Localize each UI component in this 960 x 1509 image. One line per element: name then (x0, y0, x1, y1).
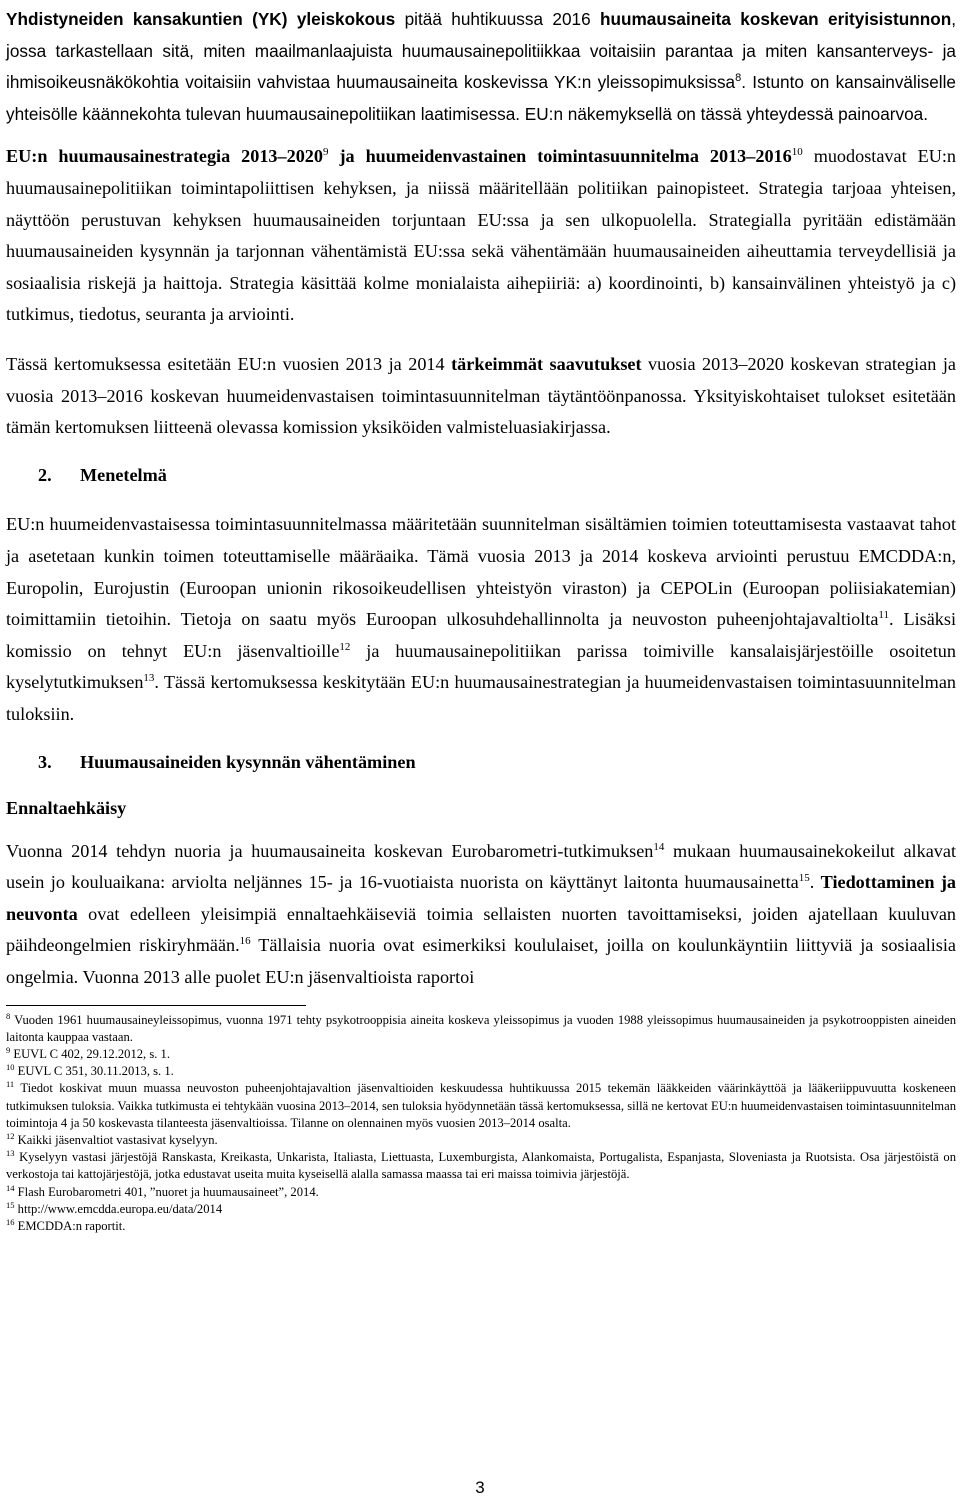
subheading-prevention: Ennaltaehkäisy (6, 798, 127, 819)
footnote-text: EMCDDA:n raportit. (14, 1219, 126, 1234)
footnote-text: Flash Eurobarometri 401, ”nuoret ja huumausaineet”, 2014. (14, 1184, 319, 1199)
footnotes (6, 1012, 956, 1236)
footnote-8 (6, 1012, 956, 1046)
report-text-1: Tässä kertomuksessa esitetään EU:n vuosien 2013 ja 2014 (6, 353, 452, 374)
section-2-text-2: . Lisäksi komissio on tehnyt EU:n jäsenvaltioille (6, 609, 957, 661)
intro-bold-1: Yhdistyneiden kansakuntien (YK) yleiskokous (6, 9, 396, 29)
footnote-number: 13 (6, 1148, 15, 1159)
footnote-number: 16 (6, 1217, 15, 1228)
footnote-9 (6, 1046, 956, 1063)
strategy-text-2: Strategia tarjoaa yhteisen, näyttöön perustuvan kehyksen huumausaineiden torjuntaan EU:ssa ja sen ulkopuolella. Strategialla pyritään edistämään huumausaineiden kysynnän ja tarjonnan vähentämistä EU:ssa sekä vähentämään huumausaineiden aiheuttamia terveydellisiä ja sosiaalisia riskejä ja haittoja. Strategia käsittää kolme monialaista aihepiiriä: a) koordinointi, b) kansainvälinen yhteistyö ja c) tutkimus, tiedotus, seuranta ja arviointi. (6, 177, 956, 325)
footnote-number: 10 (6, 1062, 15, 1073)
document-page (6, 4, 956, 1235)
section-2-title: Menetelmä (80, 464, 167, 485)
footnote-ref-15[interactable]: 15 (798, 872, 810, 885)
footnote-ref-14[interactable]: 14 (653, 840, 665, 853)
footnote-number: 12 (6, 1131, 15, 1142)
footnote-12 (6, 1132, 956, 1149)
section-3-text-2: mukaan huumausainekokeilut alkavat usein jo kouluaikana: arviolta neljännes 15- ja 16-vuotiaista nuorista on käyttänyt laitonta huumausainetta (6, 840, 957, 893)
footnote-14 (6, 1184, 956, 1201)
footnote-ref-9[interactable]: 9 (323, 146, 329, 159)
page-number: 3 (475, 1478, 485, 1497)
footnote-divider (6, 1005, 306, 1006)
footnote-ref-13[interactable]: 13 (143, 672, 155, 685)
section-2-text-3: ja huumausainepolitiikan parissa toimiville kansalaisjärjestöille osoitetun kyselytutkimuksen (6, 640, 956, 693)
footnote-number: 15 (6, 1199, 15, 1210)
footnote-13 (6, 1149, 956, 1183)
footnote-ref-8[interactable]: 8 (735, 72, 742, 85)
footnote-ref-16[interactable]: 16 (239, 935, 251, 948)
intro-bold-2: huumausaineita koskevan erityisistunnon (600, 9, 952, 29)
intro-paragraph (6, 4, 956, 130)
section-3-text-1: Vuonna 2014 tehdyn nuoria ja huumausaineita koskevan Eurobarometri-tutkimuksen (6, 840, 654, 861)
section-2-paragraph (6, 509, 956, 730)
footnote-text: EUVL C 402, 29.12.2012, s. 1. (10, 1047, 171, 1062)
section-3-bold: Tiedottaminen ja neuvonta (6, 872, 957, 924)
section-3-text-4: ovat edelleen yleisimpiä ennaltaehkäiseviä toimia sellaisten nuorten tavoittamiseksi, joiden ajatellaan kuuluvan päihdeongelmien riskiryhmään. (6, 903, 956, 956)
section-3-text-3: . (809, 872, 821, 893)
footnote-text: Tiedot koskivat muun muassa neuvoston puheenjohtajavaltion jäsenvaltioiden keskuudessa huhtikuussa 2015 tekemän lääkkeiden väärinkäyttöä ja lääkeriippuvuutta koskeneen tutkimuksen tuloksia. Vaikka tutkimusta ei tehtykään vuosina 2013–2014, sen tuloksia hyödynnetään tässä kertomuksessa, sillä ne kertovat EU:n huumeidenvastaisen toimintasuunnitelman toimintoja 4 ja 50 koskevasta tilanteesta jäsenvaltioissa. Tilanne on olennainen myös vuosien 2013–2014 osalta. (6, 1081, 956, 1130)
strategy-paragraph (6, 141, 956, 331)
footnote-number: 14 (6, 1182, 15, 1193)
section-2-number: 2. (38, 464, 52, 485)
report-bold: tärkeimmät saavutukset (451, 353, 642, 374)
report-paragraph (6, 349, 956, 444)
footnote-text: Vuoden 1961 huumausaineyleissopimus, vuonna 1971 tehty psykotrooppisia aineita koskeva yleissopimus ja vuoden 1988 yleissopimus huumausaineiden ja psykotrooppisten aineiden laitonta kauppaa vastaan. (6, 1012, 956, 1044)
footnote-ref-11[interactable]: 11 (878, 609, 890, 622)
footnote-number: 8 (6, 1010, 11, 1021)
footnote-11 (6, 1080, 956, 1132)
section-3-number: 3. (38, 752, 52, 773)
intro-text-2: , jossa tarkastellaan sitä, miten maailmanlaajuista huumausainepolitiikkaa voitaisiin parantaa ja miten kansanterveys- ja ihmisoikeusnäkökohtia voitaisiin vahvistaa huumausaineita koskevissa YK:n yleissopimuksissa (6, 9, 956, 93)
footnote-10 (6, 1063, 956, 1080)
section-3-heading (6, 747, 956, 779)
footnote-ref-12[interactable]: 12 (339, 640, 351, 653)
footnote-16 (6, 1218, 956, 1235)
footnote-text: Kyselyyn vastasi järjestöjä Ranskasta, Kreikasta, Unkarista, Italiasta, Liettuasta, Luxemburgista, Alankomaista, Portugalista, Espanjasta, Sloveniasta ja Ruotsista. Osa järjestöistä on verkostoja tai kattojärjestöjä, jotka edustavat useita muita kyseisellä alalla samassa maassa tai eri maissa toimivia järjestöjä. (6, 1150, 956, 1182)
footnote-link[interactable]: http://www.emcdda.europa.eu/data/2014 (14, 1201, 223, 1216)
section-2-text-4: . Tässä kertomuksessa keskitytään EU:n huumausainestrategian ja huumeidenvastaisen toimintasuunnitelman tuloksiin. (6, 672, 956, 724)
intro-text-3: . Istunto on kansainväliselle yhteisölle käännekohta tulevan huumausainepolitiikan laatimisessa. EU:n näkemyksellä on tässä yhteydessä painoarvoa. (6, 72, 956, 124)
footnote-ref-10[interactable]: 10 (791, 146, 803, 159)
strategy-bold-2: ja huumeidenvastainen toimintasuunnitelma 2013–2016 (328, 146, 792, 167)
section-2-text-1: EU:n huumeidenvastaisessa toimintasuunnitelmassa määritetään suunnitelman sisältämien toimien toteuttamisesta vastaavat tahot ja asetetaan kunkin toimen toteuttamiselle määräaika. Tämä vuosia 2013 ja 2014 koskeva arviointi perustuu EMCDDA:n, Europolin, Eurojustin (Euroopan unionin rikosoikeudellisen yhteistyön viraston) ja CEPOLin (Euroopan poliisiakatemian) toimittamiin tietoihin. Tietoja on saatu myös Euroopan ulkosuhdehallinnolta ja neuvoston puheenjohtajavaltiolta (6, 514, 956, 630)
report-text-2: vuosia 2013–2020 koskevan strategian ja vuosia 2013–2016 koskevan huumeidenvastaisen toimintasuunnitelman täytäntöönpanossa. Yksityiskohtaiset tulokset esitetään tämän kertomuksen liitteenä olevassa komission yksiköiden valmisteluasiakirjassa. (6, 353, 956, 438)
footnote-number: 9 (6, 1045, 11, 1056)
intro-text-1: pitää huhtikuussa 2016 (395, 9, 601, 29)
strategy-bold-1: EU:n huumausainestrategia 2013–2020 (6, 146, 323, 167)
footnote-text: EUVL C 351, 30.11.2013, s. 1. (14, 1064, 174, 1079)
footnote-15 (6, 1201, 956, 1218)
footnote-text: Kaikki jäsenvaltiot vastasivat kyselyyn. (14, 1133, 218, 1148)
section-3-title: Huumausaineiden kysynnän vähentäminen (80, 752, 416, 773)
strategy-text-1: muodostavat EU:n huumausainepolitiikan toimintapoliittisen kehyksen, ja niissä määritellään politiikan painopisteet. (6, 146, 956, 198)
section-2-heading (6, 460, 956, 492)
section-3-paragraph (6, 836, 956, 994)
footnote-number: 11 (6, 1079, 15, 1090)
section-3-text-5: Tällaisia nuoria ovat esimerkiksi koululaiset, joilla on koulunkäyntiin liittyviä ja sosiaalisia ongelmia. Vuonna 2013 alle puolet EU:n jäsenvaltioista raportoi (6, 935, 956, 988)
